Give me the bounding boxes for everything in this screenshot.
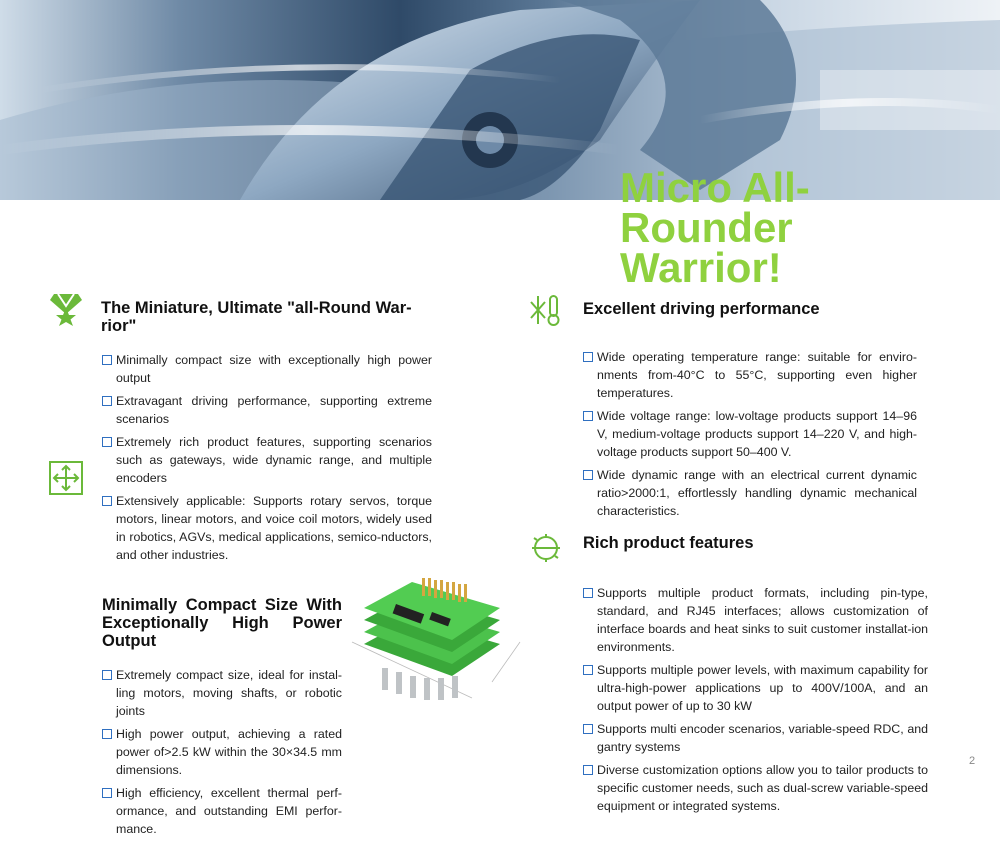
right-column (528, 292, 932, 820)
left-column (48, 290, 432, 843)
circle-target-icon (528, 530, 564, 566)
move-arrows-icon (48, 460, 84, 496)
list-item: Supports multiple product formats, including pin-type, standard, and RJ45 interfaces; allows customization of interface boards and heat sinks to suit customer installat-ion environments. (583, 584, 928, 656)
section-driving-header (528, 292, 932, 328)
section-miniature-header (48, 290, 432, 335)
section-driving-list (583, 348, 917, 520)
checkbox-bullet-icon (583, 411, 593, 421)
hero-banner (0, 0, 1000, 291)
list-item: Supports multiple power levels, with maximum capability for ultra-high-power applications up to 400V/100A, and an output power of up to 30 kW (583, 661, 928, 715)
checkbox-bullet-icon (102, 729, 112, 739)
section-miniature-list (102, 351, 432, 564)
section-driving-title: Excellent driving performance (583, 300, 820, 318)
section-miniature-title: The Miniature, Ultimate "all-Round War-rior" (101, 299, 412, 335)
checkbox-bullet-icon (102, 396, 112, 406)
checkbox-bullet-icon (102, 670, 112, 680)
checkbox-bullet-icon (583, 470, 593, 480)
list-item: High efficiency, excellent thermal perf-ormance, and outstanding EMI perfor-mance. (102, 784, 342, 838)
list-item: Wide voltage range: low-voltage products support 14–96 V, medium-voltage products support 14–220 V, and high-voltage products support 50–400 V. (583, 407, 917, 461)
page-number: 2 (969, 755, 976, 767)
list-item: Extravagant driving performance, supporting extreme scenarios (102, 392, 432, 428)
checkbox-bullet-icon (102, 496, 112, 506)
section-compact-list (102, 666, 342, 838)
list-item: Wide dynamic range with an electrical current dynamic ratio>2000:1, effortlessly handling dynamic mechanical characteristics. (583, 466, 917, 520)
checkbox-bullet-icon (102, 437, 112, 447)
section-compact-title: Minimally Compact Size With Exceptionally High Power Output (102, 596, 342, 650)
list-item: Extremely compact size, ideal for instal-ling motors, moving shafts, or robotic joints (102, 666, 342, 720)
list-item: Extremely rich product features, supporting scenarios such as gateways, wide dynamic range, and multiple encoders (102, 433, 432, 487)
list-item: Supports multi encoder scenarios, variable-speed RDC, and gantry systems (583, 720, 928, 756)
checkbox-bullet-icon (583, 588, 593, 598)
list-item: Wide operating temperature range: suitable for enviro-nments from-40°C to 55°C, supporting even higher temperatures. (583, 348, 917, 402)
checkbox-bullet-icon (102, 788, 112, 798)
list-item: High power output, achieving a rated power of>2.5 kW within the 30×34.5 mm dimensions. (102, 725, 342, 779)
checkbox-bullet-icon (583, 352, 593, 362)
list-item: Minimally compact size with exceptionally high power output (102, 351, 432, 387)
section-features-list (583, 584, 928, 815)
hero-title (620, 164, 880, 291)
section-features-header (528, 530, 932, 566)
checkbox-bullet-icon (583, 665, 593, 675)
hero-title-line-3: Warrior! (620, 244, 782, 291)
list-item: Extensively applicable: Supports rotary servos, torque motors, linear motors, and voice coil motors, widely used in robotics, AGVs, medical applications, semico-nductors, and other industries. (102, 492, 432, 564)
circuit-board-image (352, 572, 528, 718)
list-item: Diverse customization options allow you to tailor products to specific customer needs, such as dual-screw variable-speed equipment or integrated systems. (583, 761, 928, 815)
section-features-title: Rich product features (583, 534, 754, 552)
temperature-snowflake-icon (528, 292, 564, 328)
checkbox-bullet-icon (583, 724, 593, 734)
checkbox-bullet-icon (583, 765, 593, 775)
hero-title-line-2: Rounder (620, 204, 793, 251)
star-badge-icon (48, 290, 84, 326)
hero-title-line-1: Micro All- (620, 164, 810, 211)
checkbox-bullet-icon (102, 355, 112, 365)
